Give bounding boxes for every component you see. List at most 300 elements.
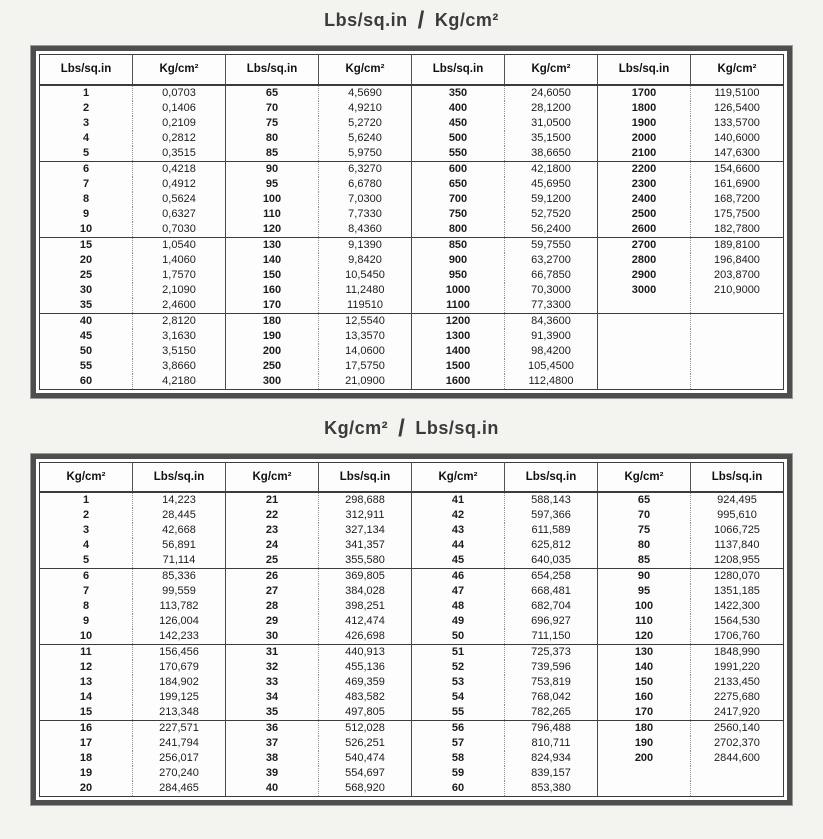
- input-value-cell: 500: [412, 131, 505, 146]
- converted-value-cell: 45,6950: [505, 177, 598, 192]
- converted-value-cell: 133,5700: [714, 116, 760, 129]
- input-value-cell: 40: [40, 313, 133, 329]
- converted-value-cell: 753,819: [505, 675, 598, 690]
- table-row: [40, 736, 784, 751]
- input-value-cell: 1800: [598, 101, 691, 116]
- input-value-cell: 75: [226, 116, 319, 131]
- converted-value-cell: 28,445: [133, 508, 226, 523]
- converted-value-cell: 63,2700: [505, 253, 598, 268]
- input-value-cell: 55: [40, 359, 133, 374]
- input-value-cell: 1700: [598, 85, 691, 101]
- input-value-cell: 2700: [598, 237, 691, 253]
- input-value-cell: 7: [40, 177, 133, 192]
- input-value-cell: 23: [226, 523, 319, 538]
- converted-value-cell: 56,891: [133, 538, 226, 553]
- converted-value-cell: 839,157: [505, 766, 598, 781]
- converted-value-cell: 59,7550: [505, 237, 598, 253]
- column-header: Kg/cm²: [319, 55, 412, 85]
- input-value-cell: 150: [598, 675, 691, 690]
- converted-value-cell: 14,223: [133, 492, 226, 508]
- table-row: [40, 85, 784, 101]
- input-value-cell: [598, 766, 691, 781]
- converted-value-cell: 91,3900: [505, 329, 598, 344]
- table-row: [40, 344, 784, 359]
- converted-value-cell: [691, 781, 784, 797]
- input-value-cell: 1100: [412, 298, 505, 314]
- table-row: [40, 523, 784, 538]
- input-value-cell: 34: [226, 690, 319, 705]
- column-header: Lbs/sq.in: [598, 55, 691, 85]
- converted-value-cell: 126,5400: [714, 101, 760, 114]
- converted-value-cell: 625,812: [505, 538, 598, 553]
- header-row: [40, 55, 784, 85]
- input-value-cell: 15: [40, 237, 133, 253]
- input-value-cell: 130: [226, 237, 319, 253]
- input-value-cell: 85: [226, 146, 319, 162]
- table-body: [40, 492, 784, 797]
- converted-value-cell: 640,035: [505, 553, 598, 569]
- converted-value-cell: 85,336: [133, 569, 226, 585]
- converted-value-cell: 70,3000: [505, 283, 598, 298]
- input-value-cell: 2100: [598, 146, 691, 162]
- input-value-cell: 1: [40, 85, 133, 101]
- column-header: Lbs/sq.in: [505, 462, 598, 492]
- table-row: [40, 101, 784, 116]
- input-value-cell: 38: [226, 751, 319, 766]
- converted-value-cell: 568,920: [319, 781, 412, 797]
- input-value-cell: 800: [412, 222, 505, 238]
- input-value-cell: 900: [412, 253, 505, 268]
- table-row: [40, 645, 784, 661]
- converted-value-cell: 6,3270: [319, 161, 412, 177]
- input-value-cell: 140: [598, 660, 691, 675]
- converted-value-cell: 1848,990: [691, 645, 784, 661]
- converted-value-cell: 611,589: [505, 523, 598, 538]
- converted-value-cell: 384,028: [319, 584, 412, 599]
- input-value-cell: 32: [226, 660, 319, 675]
- input-value-cell: 650: [412, 177, 505, 192]
- converted-value-cell: 31,0500: [505, 116, 598, 131]
- converted-value-cell: 995,610: [717, 509, 757, 521]
- converted-value-cell: 5,9750: [319, 146, 412, 162]
- converted-value-cell: 147,6300: [714, 146, 760, 159]
- input-value-cell: 51: [412, 645, 505, 661]
- converted-value-cell: 369,805: [319, 569, 412, 585]
- converted-value-cell: 2275,680: [714, 691, 760, 703]
- input-value-cell: 14: [40, 690, 133, 705]
- input-value-cell: 36: [226, 721, 319, 737]
- table-row: [40, 313, 784, 329]
- input-value-cell: 1400: [412, 344, 505, 359]
- input-value-cell: 47: [412, 584, 505, 599]
- table1-title-right-unit: Kg/cm²: [434, 10, 499, 30]
- converted-value-cell: 14,0600: [319, 344, 412, 359]
- input-value-cell: 44: [412, 538, 505, 553]
- input-value-cell: 80: [226, 131, 319, 146]
- input-value-cell: 1500: [412, 359, 505, 374]
- converted-value-cell: [691, 329, 784, 344]
- input-value-cell: 250: [226, 359, 319, 374]
- table-header: [40, 462, 784, 492]
- converted-value-cell: 355,580: [319, 553, 412, 569]
- converted-value-cell: 711,150: [505, 629, 598, 645]
- input-value-cell: 52: [412, 660, 505, 675]
- input-value-cell: 4: [40, 538, 133, 553]
- input-value-cell: 110: [226, 207, 319, 222]
- table-row: [40, 116, 784, 131]
- input-value-cell: 27: [226, 584, 319, 599]
- converted-value-cell: 42,1800: [505, 161, 598, 177]
- converted-value-cell: 71,114: [133, 553, 226, 569]
- column-header: Kg/cm²: [598, 462, 691, 492]
- input-value-cell: 2400: [598, 192, 691, 207]
- converted-value-cell: 9,1390: [319, 237, 412, 253]
- converted-value-cell: 0,7030: [133, 222, 226, 238]
- input-value-cell: [598, 781, 691, 797]
- input-value-cell: 10: [40, 629, 133, 645]
- input-value-cell: 1300: [412, 329, 505, 344]
- converted-value-cell: 7,0300: [319, 192, 412, 207]
- input-value-cell: 8: [40, 599, 133, 614]
- converted-value-cell: 2,1090: [133, 283, 226, 298]
- converted-value-cell: 21,0900: [319, 374, 412, 390]
- input-value-cell: 46: [412, 569, 505, 585]
- converted-value-cell: 5,2720: [319, 116, 412, 131]
- input-value-cell: 700: [412, 192, 505, 207]
- table-row: [40, 492, 784, 508]
- input-value-cell: 1000: [412, 283, 505, 298]
- converted-value-cell: 412,474: [319, 614, 412, 629]
- input-value-cell: 60: [412, 781, 505, 797]
- converted-value-cell: 2560,140: [691, 721, 784, 737]
- input-value-cell: 11: [40, 645, 133, 661]
- input-value-cell: 2200: [598, 161, 691, 177]
- input-value-cell: 43: [412, 523, 505, 538]
- converted-value-cell: 84,3600: [505, 313, 598, 329]
- input-value-cell: 180: [598, 721, 691, 737]
- converted-value-cell: 810,711: [505, 736, 598, 751]
- converted-value-cell: 112,4800: [505, 374, 598, 390]
- converted-value-cell: 182,7800: [714, 222, 760, 235]
- column-header: Lbs/sq.in: [691, 462, 784, 492]
- converted-value-cell: 1991,220: [714, 661, 760, 673]
- input-value-cell: 600: [412, 161, 505, 177]
- converted-value-cell: 588,143: [505, 492, 598, 508]
- table-row: [40, 131, 784, 146]
- input-value-cell: 2: [40, 101, 133, 116]
- input-value-cell: 1600: [412, 374, 505, 390]
- converted-value-cell: 156,456: [133, 645, 226, 661]
- input-value-cell: 24: [226, 538, 319, 553]
- column-header: Kg/cm²: [40, 462, 133, 492]
- converted-value-cell: 668,481: [505, 584, 598, 599]
- converted-value-cell: 739,596: [505, 660, 598, 675]
- input-value-cell: 35: [40, 298, 133, 314]
- converted-value-cell: 213,348: [133, 705, 226, 721]
- converted-value-cell: 10,5450: [319, 268, 412, 283]
- converted-value-cell: 270,240: [133, 766, 226, 781]
- converted-value-cell: 497,805: [319, 705, 412, 721]
- converted-value-cell: 119,5100: [714, 86, 760, 99]
- input-value-cell: 17: [40, 736, 133, 751]
- input-value-cell: 54: [412, 690, 505, 705]
- input-value-cell: 5: [40, 146, 133, 162]
- converted-value-cell: 7,7330: [319, 207, 412, 222]
- input-value-cell: 85: [598, 553, 691, 569]
- input-value-cell: 16: [40, 721, 133, 737]
- input-value-cell: 100: [598, 599, 691, 614]
- input-value-cell: 13: [40, 675, 133, 690]
- converted-value-cell: 0,0703: [133, 85, 226, 101]
- converted-value-cell: 0,3515: [133, 146, 226, 162]
- input-value-cell: 33: [226, 675, 319, 690]
- converted-value-cell: 824,934: [505, 751, 598, 766]
- converted-value-cell: [691, 766, 784, 781]
- input-value-cell: 950: [412, 268, 505, 283]
- kg-to-lbs-table-frame: [31, 454, 792, 806]
- table-row: [40, 192, 784, 207]
- table1-title: [31, 6, 792, 34]
- converted-value-cell: 782,265: [505, 705, 598, 721]
- input-value-cell: 7: [40, 584, 133, 599]
- column-header: Kg/cm²: [412, 462, 505, 492]
- converted-value-cell: [691, 298, 784, 314]
- converted-value-cell: 483,582: [319, 690, 412, 705]
- input-value-cell: 1900: [598, 116, 691, 131]
- input-value-cell: 37: [226, 736, 319, 751]
- converted-value-cell: 327,134: [319, 523, 412, 538]
- input-value-cell: 2000: [598, 131, 691, 146]
- converted-value-cell: 1706,760: [714, 630, 760, 642]
- input-value-cell: 2900: [598, 268, 691, 283]
- input-value-cell: 110: [598, 614, 691, 629]
- input-value-cell: 45: [412, 553, 505, 569]
- table-row: [40, 359, 784, 374]
- converted-value-cell: 184,902: [133, 675, 226, 690]
- converted-value-cell: 199,125: [133, 690, 226, 705]
- converted-value-cell: 654,258: [505, 569, 598, 585]
- converted-value-cell: 113,782: [133, 599, 226, 614]
- input-value-cell: 10: [40, 222, 133, 238]
- input-value-cell: 65: [226, 85, 319, 101]
- input-value-cell: 850: [412, 237, 505, 253]
- converted-value-cell: 512,028: [319, 721, 412, 737]
- converted-value-cell: [691, 374, 784, 390]
- input-value-cell: 56: [412, 721, 505, 737]
- converted-value-cell: 796,488: [505, 721, 598, 737]
- converted-value-cell: 312,911: [319, 508, 412, 523]
- converted-value-cell: 469,359: [319, 675, 412, 690]
- input-value-cell: 75: [598, 523, 691, 538]
- input-value-cell: 30: [226, 629, 319, 645]
- input-value-cell: 31: [226, 645, 319, 661]
- converted-value-cell: 1351,185: [714, 585, 760, 597]
- converted-value-cell: 13,3570: [319, 329, 412, 344]
- table-row: [40, 781, 784, 797]
- input-value-cell: 70: [226, 101, 319, 116]
- converted-value-cell: [691, 344, 784, 359]
- converted-value-cell: 341,357: [319, 538, 412, 553]
- converted-value-cell: 924,495: [717, 494, 757, 506]
- table-row: [40, 690, 784, 705]
- converted-value-cell: 203,8700: [714, 268, 760, 281]
- input-value-cell: 50: [40, 344, 133, 359]
- lbs-to-kg-table-frame: [31, 46, 792, 398]
- input-value-cell: [598, 359, 691, 374]
- converted-value-cell: 38,6650: [505, 146, 598, 162]
- column-header: Lbs/sq.in: [133, 462, 226, 492]
- converted-value-cell: 1422,300: [714, 600, 760, 612]
- converted-value-cell: [691, 313, 784, 329]
- input-value-cell: 100: [226, 192, 319, 207]
- converted-value-cell: 17,5750: [319, 359, 412, 374]
- input-value-cell: 400: [412, 101, 505, 116]
- table-header: [40, 55, 784, 85]
- input-value-cell: 140: [226, 253, 319, 268]
- converted-value-cell: 119510: [319, 298, 412, 314]
- input-value-cell: 180: [226, 313, 319, 329]
- converted-value-cell: 696,927: [505, 614, 598, 629]
- converted-value-cell: 0,4912: [133, 177, 226, 192]
- table-row: [40, 253, 784, 268]
- converted-value-cell: 140,6000: [714, 131, 760, 144]
- column-header: Lbs/sq.in: [226, 55, 319, 85]
- input-value-cell: 130: [598, 645, 691, 661]
- converted-value-cell: 28,1200: [505, 101, 598, 116]
- input-value-cell: 25: [226, 553, 319, 569]
- converted-value-cell: 99,559: [133, 584, 226, 599]
- converted-value-cell: 298,688: [319, 492, 412, 508]
- input-value-cell: 200: [226, 344, 319, 359]
- converted-value-cell: 77,3300: [505, 298, 598, 314]
- converted-value-cell: 1,4060: [133, 253, 226, 268]
- converted-value-cell: 52,7520: [505, 207, 598, 222]
- converted-value-cell: 526,251: [319, 736, 412, 751]
- input-value-cell: 58: [412, 751, 505, 766]
- converted-value-cell: 56,2400: [505, 222, 598, 238]
- converted-value-cell: 853,380: [505, 781, 598, 797]
- converted-value-cell: 8,4360: [319, 222, 412, 238]
- table-row: [40, 629, 784, 645]
- slash-separator: /: [417, 7, 425, 34]
- table-row: [40, 538, 784, 553]
- converted-value-cell: 597,366: [505, 508, 598, 523]
- converted-value-cell: 1,7570: [133, 268, 226, 283]
- converted-value-cell: 42,668: [133, 523, 226, 538]
- converted-value-cell: 2417,920: [714, 706, 760, 718]
- input-value-cell: 22: [226, 508, 319, 523]
- input-value-cell: 60: [40, 374, 133, 390]
- input-value-cell: 20: [40, 781, 133, 797]
- input-value-cell: 41: [412, 492, 505, 508]
- converted-value-cell: 2702,370: [714, 737, 760, 749]
- input-value-cell: [598, 374, 691, 390]
- input-value-cell: 3000: [598, 283, 691, 298]
- table-row: [40, 374, 784, 390]
- input-value-cell: [598, 313, 691, 329]
- table-row: [40, 584, 784, 599]
- input-value-cell: 57: [412, 736, 505, 751]
- input-value-cell: 30: [40, 283, 133, 298]
- input-value-cell: 2500: [598, 207, 691, 222]
- converted-value-cell: 455,136: [319, 660, 412, 675]
- input-value-cell: 19: [40, 766, 133, 781]
- header-row: [40, 462, 784, 492]
- converted-value-cell: 175,7500: [714, 207, 760, 220]
- converted-value-cell: 1137,840: [714, 539, 760, 551]
- converted-value-cell: 4,5690: [319, 85, 412, 101]
- converted-value-cell: 126,004: [133, 614, 226, 629]
- converted-value-cell: 241,794: [133, 736, 226, 751]
- converted-value-cell: 35,1500: [505, 131, 598, 146]
- converted-value-cell: 768,042: [505, 690, 598, 705]
- table-row: [40, 614, 784, 629]
- converted-value-cell: 1564,530: [714, 615, 760, 627]
- table-row: [40, 146, 784, 162]
- input-value-cell: 95: [226, 177, 319, 192]
- table-row: [40, 329, 784, 344]
- input-value-cell: 25: [40, 268, 133, 283]
- input-value-cell: 42: [412, 508, 505, 523]
- column-header: Kg/cm²: [133, 55, 226, 85]
- converted-value-cell: 554,697: [319, 766, 412, 781]
- input-value-cell: 190: [226, 329, 319, 344]
- converted-value-cell: 59,1200: [505, 192, 598, 207]
- converted-value-cell: 4,9210: [319, 101, 412, 116]
- input-value-cell: 40: [226, 781, 319, 797]
- converted-value-cell: 6,6780: [319, 177, 412, 192]
- converted-value-cell: 2,8120: [133, 313, 226, 329]
- column-header: Lbs/sq.in: [40, 55, 133, 85]
- converted-value-cell: 3,1630: [133, 329, 226, 344]
- table-row: [40, 553, 784, 569]
- input-value-cell: 28: [226, 599, 319, 614]
- table-row: [40, 705, 784, 721]
- input-value-cell: 9: [40, 614, 133, 629]
- table-row: [40, 237, 784, 253]
- input-value-cell: 5: [40, 553, 133, 569]
- input-value-cell: 15: [40, 705, 133, 721]
- converted-value-cell: 154,6600: [691, 161, 784, 177]
- converted-value-cell: 11,2480: [319, 283, 412, 298]
- input-value-cell: 35: [226, 705, 319, 721]
- input-value-cell: 750: [412, 207, 505, 222]
- converted-value-cell: 1066,725: [714, 524, 760, 536]
- converted-value-cell: 0,2812: [133, 131, 226, 146]
- converted-value-cell: 66,7850: [505, 268, 598, 283]
- input-value-cell: 45: [40, 329, 133, 344]
- input-value-cell: 2800: [598, 253, 691, 268]
- table-row: [40, 721, 784, 737]
- input-value-cell: 9: [40, 207, 133, 222]
- table2-title-right-unit: Lbs/sq.in: [415, 417, 499, 438]
- input-value-cell: 4: [40, 131, 133, 146]
- input-value-cell: 90: [226, 161, 319, 177]
- converted-value-cell: 440,913: [319, 645, 412, 661]
- converted-value-cell: 4,2180: [133, 374, 226, 390]
- column-header: Lbs/sq.in: [412, 55, 505, 85]
- input-value-cell: 95: [598, 584, 691, 599]
- table-row: [40, 660, 784, 675]
- table2-title-left-unit: Kg/cm²: [324, 417, 389, 438]
- input-value-cell: 48: [412, 599, 505, 614]
- column-header: Kg/cm²: [505, 55, 598, 85]
- input-value-cell: 200: [598, 751, 691, 766]
- converted-value-cell: 12,5540: [319, 313, 412, 329]
- input-value-cell: 300: [226, 374, 319, 390]
- converted-value-cell: 227,571: [133, 721, 226, 737]
- converted-value-cell: 3,5150: [133, 344, 226, 359]
